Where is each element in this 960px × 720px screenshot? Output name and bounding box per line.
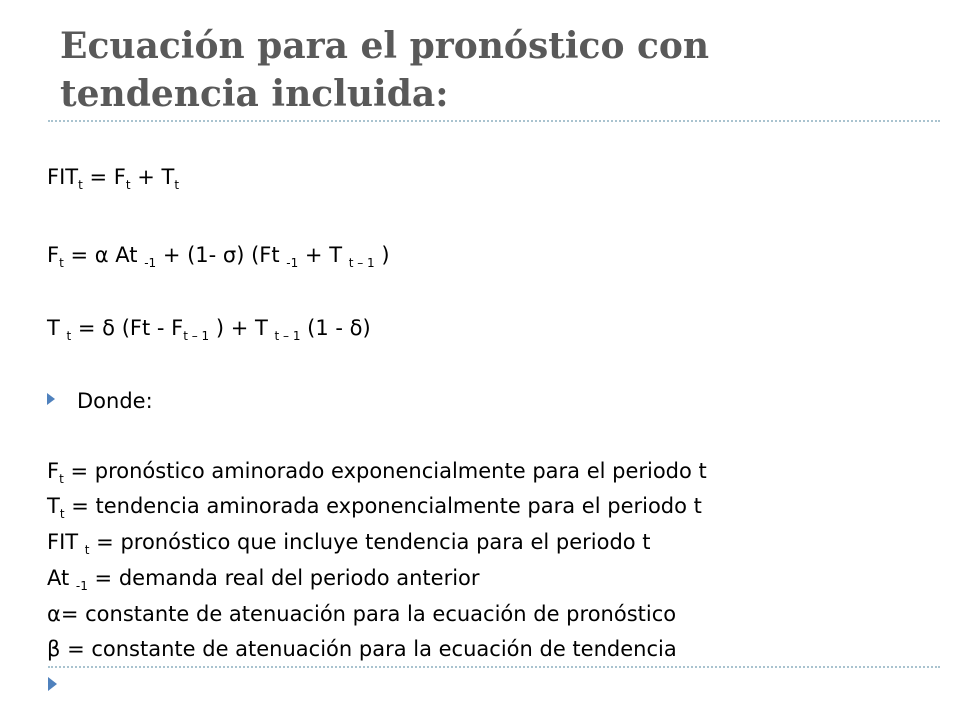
triangle-bullet-icon bbox=[48, 677, 57, 691]
fit-subscript: t bbox=[78, 178, 83, 192]
t-factor-term: (1 - δ) bbox=[300, 316, 371, 340]
definition-tt bbox=[47, 491, 702, 521]
definition-beta bbox=[47, 634, 677, 664]
equation-t bbox=[47, 313, 371, 343]
t-delta-subscript: t – 1 bbox=[183, 329, 210, 343]
equation-f bbox=[47, 240, 390, 270]
definition-fit-subscript: t bbox=[84, 543, 90, 557]
definition-ft bbox=[47, 456, 707, 486]
definition-tt-subscript: t bbox=[59, 507, 65, 521]
definition-tt-symbol: T bbox=[47, 494, 60, 518]
slide-title-line-2: tendencia incluida: bbox=[60, 73, 449, 115]
f-t-term: + T bbox=[298, 243, 349, 267]
t-subscript: t bbox=[66, 329, 72, 343]
f-ft-subscript: -1 bbox=[286, 256, 299, 270]
triangle-bullet-icon bbox=[47, 393, 55, 405]
bottom-divider bbox=[48, 666, 940, 668]
t-prev-term: ) + T bbox=[209, 316, 275, 340]
fit-f-subscript: t bbox=[125, 178, 131, 192]
definition-alpha-text: α= constante de atenuación para la ecuación de pronóstico bbox=[47, 602, 677, 626]
definition-alpha bbox=[47, 599, 676, 629]
definition-at bbox=[47, 563, 480, 593]
t-prev-subscript: t – 1 bbox=[274, 329, 301, 343]
definition-fit-text: = pronóstico que incluye tendencia para el periodo t bbox=[89, 530, 651, 554]
bullet-donde bbox=[47, 386, 153, 416]
definition-tt-text: = tendencia aminorada exponencialmente para el periodo t bbox=[64, 494, 702, 518]
definition-beta-text: β = constante de atenuación para la ecuación de tendencia bbox=[47, 637, 677, 661]
f-at-term: = α At bbox=[63, 243, 145, 267]
definition-fit-symbol: FIT bbox=[47, 530, 85, 554]
f-at-subscript: -1 bbox=[144, 256, 157, 270]
slide-title-line-1: Ecuación para el pronóstico con bbox=[60, 25, 710, 67]
f-ft-term: + (1- σ) (Ft bbox=[156, 243, 287, 267]
f-term: F bbox=[47, 243, 60, 267]
fit-t-subscript: t bbox=[174, 178, 180, 192]
definition-at-text: = demanda real del periodo anterior bbox=[87, 566, 480, 590]
title-divider bbox=[48, 120, 940, 122]
fit-term: FIT bbox=[47, 165, 79, 189]
definition-at-subscript: -1 bbox=[75, 579, 88, 593]
f-t-subscript: t – 1 bbox=[348, 256, 375, 270]
definition-at-symbol: At bbox=[47, 566, 76, 590]
fit-t-term: + T bbox=[130, 165, 175, 189]
t-delta-term: = δ (Ft - F bbox=[71, 316, 184, 340]
slide-title bbox=[60, 22, 920, 118]
definition-ft-subscript: t bbox=[59, 472, 64, 486]
definition-fit bbox=[47, 527, 651, 557]
equation-fit bbox=[47, 162, 179, 192]
f-close-term: ) bbox=[374, 243, 390, 267]
definition-ft-text: = pronóstico aminorado exponencialmente para el periodo t bbox=[63, 459, 707, 483]
bullet-donde-text: Donde: bbox=[77, 389, 153, 413]
fit-f-term: = F bbox=[82, 165, 126, 189]
definition-ft-symbol: F bbox=[47, 459, 60, 483]
f-subscript: t bbox=[59, 256, 64, 270]
t-term: T bbox=[47, 316, 67, 340]
